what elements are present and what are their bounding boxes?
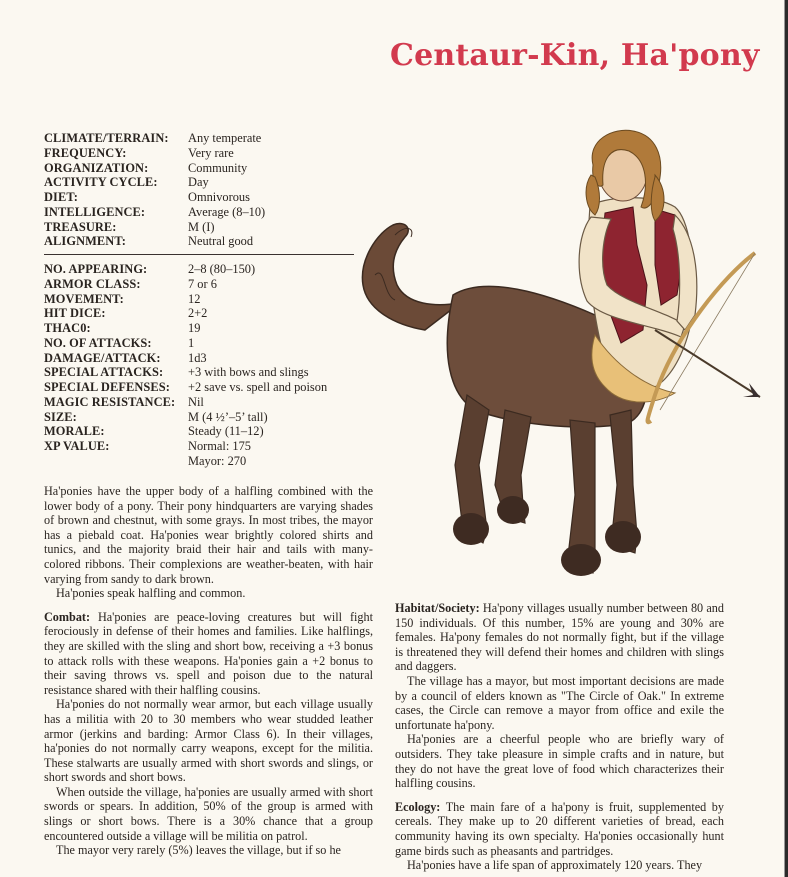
- stat-row: [44, 205, 354, 220]
- stat-value: Normal: 175: [188, 439, 251, 453]
- stat-label: ORGANIZATION:: [44, 160, 149, 175]
- stat-row: [44, 380, 354, 395]
- ecology-text: The main fare of a ha'pony is fruit, supplemented by cereals. They make up to 20 different varieties of bread, each community having its own specialty. Ha'ponies occasionally hunt game birds such as pheasants and partridges.: [395, 799, 724, 858]
- stat-row: [44, 321, 354, 336]
- stat-label: THAC0:: [44, 321, 91, 335]
- temperament-paragraph: Ha'ponies are a cheerful people who are briefly wary of outsiders. They take pleasure in simple crafts and in nature, but they do not have the great love of food which characterizes their halfling cousins.: [395, 732, 724, 791]
- right-column-text: [395, 601, 724, 873]
- stat-label: NO. APPEARING:: [44, 262, 148, 276]
- stat-value: Any temperate: [188, 131, 262, 145]
- stat-row: [44, 306, 354, 321]
- stat-row: [44, 336, 354, 351]
- combat-heading: Combat:: [44, 609, 91, 624]
- stat-value: Nil: [188, 394, 204, 409]
- stat-label: SPECIAL ATTACKS:: [44, 365, 164, 380]
- stat-label: HIT DICE:: [44, 306, 106, 321]
- stat-label: ACTIVITY CYCLE:: [44, 175, 158, 190]
- hapony-illustration: [355, 125, 780, 585]
- stat-value: Average (8–10): [188, 204, 266, 219]
- combat-text: Ha'ponies are peace-loving creatures but will fight ferociously in defense of their homes and families. Like halflings, they are skilled with the sling and short bow, receiving a +3 bonus to attack rolls with these weapons. Ha'ponies gain a +2 bonus to their saving throws vs. spell and poison due to the natural resistance shared with their halfling cousins.: [44, 609, 373, 697]
- stat-label: MOVEMENT:: [44, 291, 124, 306]
- stat-label: MAGIC RESISTANCE:: [44, 394, 176, 409]
- stat-label: XP VALUE:: [44, 439, 110, 453]
- stat-row: [44, 439, 354, 454]
- stat-row: [44, 424, 354, 439]
- page-title: Centaur-Kin, Ha'pony: [390, 38, 760, 73]
- stat-label: ARMOR CLASS:: [44, 276, 141, 291]
- stat-divider: [44, 254, 354, 255]
- stat-row: [44, 190, 354, 205]
- stat-value: 1: [188, 335, 195, 350]
- stat-row: [44, 146, 354, 161]
- stat-label: ALIGNMENT:: [44, 234, 126, 249]
- stat-value: Steady (11–12): [188, 424, 264, 439]
- stat-row: [44, 454, 354, 469]
- stat-value: 7 or 6: [188, 276, 217, 291]
- stat-row: [44, 220, 354, 235]
- stat-label: SIZE:: [44, 409, 77, 424]
- stat-label: DIET:: [44, 190, 79, 204]
- habitat-heading: Habitat/Society:: [395, 601, 480, 615]
- stat-block-environment: [44, 131, 354, 249]
- village-paragraph: The village has a mayor, but most important decisions are made by a council of elders known as "The Circle of Oak." In extreme cases, the Circle can remove a mayor from office and exile the unfortunate ha'pony.: [395, 673, 724, 732]
- armor-paragraph: Ha'ponies do not normally wear armor, but each village usually has a militia with 20 to 30 members who wear studded leather armor (jerkins and barding: Armor Class 6). In their villages, ha'ponies do not normally carry weapons, except for the militia. These stalwarts are usually armed with short swords and slings, or short swords and short bows.: [44, 697, 373, 785]
- stat-value: Mayor: 270: [188, 453, 247, 468]
- stat-value: 2+2: [188, 306, 208, 321]
- stat-row: [44, 277, 354, 292]
- stat-row: [44, 395, 354, 410]
- stat-value: Omnivorous: [188, 190, 250, 204]
- stat-label: INTELLIGENCE:: [44, 204, 146, 219]
- stat-row: [44, 365, 354, 380]
- stat-value: +3 with bows and slings: [188, 365, 309, 380]
- stat-row: [44, 161, 354, 176]
- language-paragraph: Ha'ponies speak halfling and common.: [56, 586, 246, 601]
- stat-label: FREQUENCY:: [44, 145, 127, 160]
- stat-value: 1d3: [188, 350, 207, 365]
- stat-row: [44, 234, 354, 249]
- stat-label: DAMAGE/ATTACK:: [44, 350, 161, 365]
- mayor-paragraph: The mayor very rarely (5%) leaves the village, but if so he: [56, 843, 341, 858]
- combat-paragraph: [44, 610, 373, 698]
- stat-row: [44, 410, 354, 425]
- stat-block-combat: [44, 262, 354, 469]
- stat-label: SPECIAL DEFENSES:: [44, 380, 170, 394]
- stat-value: Community: [188, 160, 248, 175]
- description-paragraph: Ha'ponies have the upper body of a halfling combined with the lower body of a pony. Their pony hindquarters are varying shades of brown and chestnut, with some grays. In most tribes, the mayor has a piebald coat. Ha'ponies wear brightly colored shirts and tunics, and the majority braid their hair and tails with many-colored ribbons. Their complexions are weather-beaten, with hair varying from sandy to dark brown.: [44, 484, 373, 586]
- stat-row: [44, 262, 354, 277]
- stat-label: [44, 454, 188, 469]
- stat-value: +2 save vs. spell and poison: [188, 380, 328, 394]
- stat-value: 19: [188, 321, 201, 335]
- ecology-paragraph: [395, 800, 724, 858]
- stat-row: [44, 131, 354, 146]
- stat-row: [44, 175, 354, 190]
- stat-value: Very rare: [188, 145, 234, 160]
- stat-label: TREASURE:: [44, 219, 117, 234]
- stat-value: Neutral good: [188, 234, 254, 249]
- weapons-paragraph: When outside the village, ha'ponies are usually armed with short swords or spears. In addition, 50% of the group is armed with slings or short bows. There is a 30% chance that a group encountered outside a village will be militia on patrol.: [44, 784, 373, 843]
- stat-row: [44, 292, 354, 307]
- ecology-heading: Ecology:: [395, 799, 441, 814]
- stat-label: CLIMATE/TERRAIN:: [44, 131, 169, 145]
- habitat-text: Ha'pony villages usually number between 80 and 150 individuals. Of this number, 15% are young and 30% are females. Ha'pony females do not normally fight, but if the village is threatened they will defend their homes and children with slings and daggers.: [395, 601, 724, 674]
- left-column-text: [44, 484, 373, 858]
- stat-row: [44, 351, 354, 366]
- stat-value: 2–8 (80–150): [188, 262, 256, 276]
- stat-label: MORALE:: [44, 424, 105, 439]
- habitat-paragraph: [395, 601, 724, 674]
- stat-label: NO. OF ATTACKS:: [44, 335, 152, 350]
- stat-value: Day: [188, 175, 209, 190]
- stat-value: M (I): [188, 219, 215, 234]
- stat-value: 12: [188, 291, 201, 306]
- lifespan-paragraph: Ha'ponies have a life span of approximately 120 years. They: [407, 858, 703, 873]
- stat-value: M (4 ½’–5’ tall): [188, 409, 268, 424]
